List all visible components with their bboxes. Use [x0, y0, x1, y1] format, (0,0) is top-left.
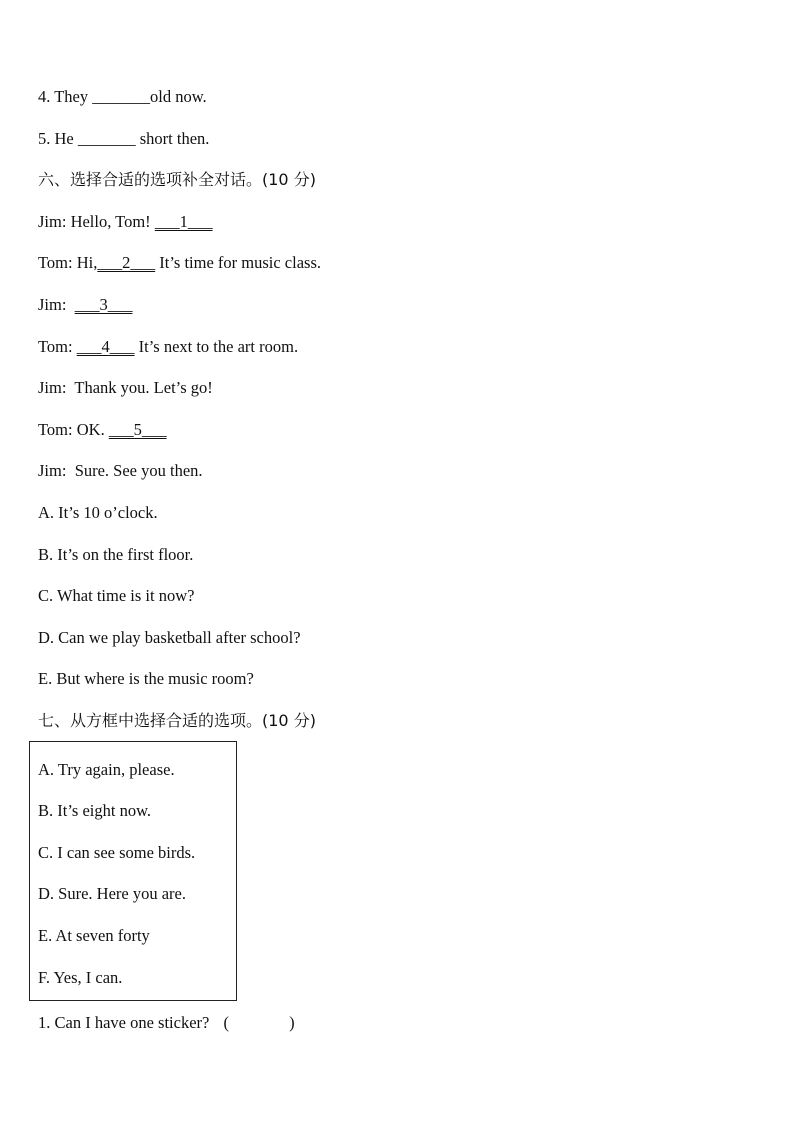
option-c: C. What time is it now?	[38, 586, 195, 605]
dialogue-text: Hi,	[72, 253, 98, 272]
speaker-label: Tom:	[38, 253, 73, 272]
speaker-label: Jim:	[38, 378, 67, 397]
option-b: B. It’s on the first floor.	[38, 545, 194, 564]
dialogue-text: Hello, Tom!	[66, 212, 155, 231]
option-a: A. It’s 10 o’clock.	[38, 503, 158, 522]
answer-blank[interactable]: _______	[92, 87, 150, 106]
speaker-label: Tom:	[38, 420, 73, 439]
dialogue-text	[66, 295, 74, 314]
section-7-question-1	[38, 1013, 295, 1033]
option-e: E. But where is the music room?	[38, 669, 254, 688]
answer-paren-close[interactable]: )	[289, 1013, 295, 1032]
dialogue-text: It’s next to the art room.	[134, 337, 299, 356]
question-text: old now.	[149, 87, 207, 106]
answer-blank[interactable]: _______	[77, 129, 136, 148]
question-5	[38, 129, 209, 149]
answer-blank[interactable]: ___4___	[76, 337, 135, 356]
dialogue-text: Sure. See you then.	[66, 461, 203, 480]
question-text: They	[54, 87, 89, 106]
dialogue-line-7	[38, 461, 203, 481]
question-text: short then.	[139, 129, 210, 148]
dialogue-text: OK.	[72, 420, 109, 439]
question-number: 4.	[38, 87, 51, 106]
question-4	[38, 87, 207, 107]
answer-blank[interactable]: ___3___	[74, 295, 133, 314]
dialogue-line-5	[38, 378, 213, 398]
dialogue-line-2	[38, 253, 321, 273]
speaker-label: Jim:	[38, 212, 67, 231]
section-7-heading: 七、从方框中选择合适的选项。(10 分)	[38, 711, 316, 730]
box-option-d: D. Sure. Here you are.	[38, 884, 186, 903]
question-text: He	[54, 129, 74, 148]
answer-paren-open[interactable]: (	[223, 1013, 229, 1032]
option-d: D. Can we play basketball after school?	[38, 628, 301, 647]
box-option-c: C. I can see some birds.	[38, 843, 196, 862]
question-text: 1. Can I have one sticker?	[38, 1013, 210, 1032]
dialogue-text: Thank you. Let’s go!	[66, 378, 213, 397]
box-option-e: E. At seven forty	[38, 926, 150, 945]
dialogue-line-6	[38, 420, 167, 440]
box-option-f: F. Yes, I can.	[38, 968, 123, 987]
speaker-label: Tom:	[38, 337, 73, 356]
dialogue-line-1	[38, 212, 213, 232]
dialogue-text: It’s time for music class.	[155, 253, 321, 272]
box-option-b: B. It’s eight now.	[38, 801, 152, 820]
speaker-label: Jim:	[38, 295, 67, 314]
answer-blank[interactable]: ___5___	[108, 420, 167, 439]
answer-blank[interactable]: ___2___	[97, 253, 156, 272]
speaker-label: Jim:	[38, 461, 67, 480]
dialogue-line-3	[38, 295, 132, 315]
options-box	[29, 741, 237, 1001]
answer-blank[interactable]: ___1___	[154, 212, 213, 231]
section-6-heading: 六、选择合适的选项补全对话。(10 分)	[38, 170, 316, 189]
box-option-a: A. Try again, please.	[38, 760, 175, 779]
question-number: 5.	[38, 129, 51, 148]
dialogue-line-4	[38, 337, 298, 357]
